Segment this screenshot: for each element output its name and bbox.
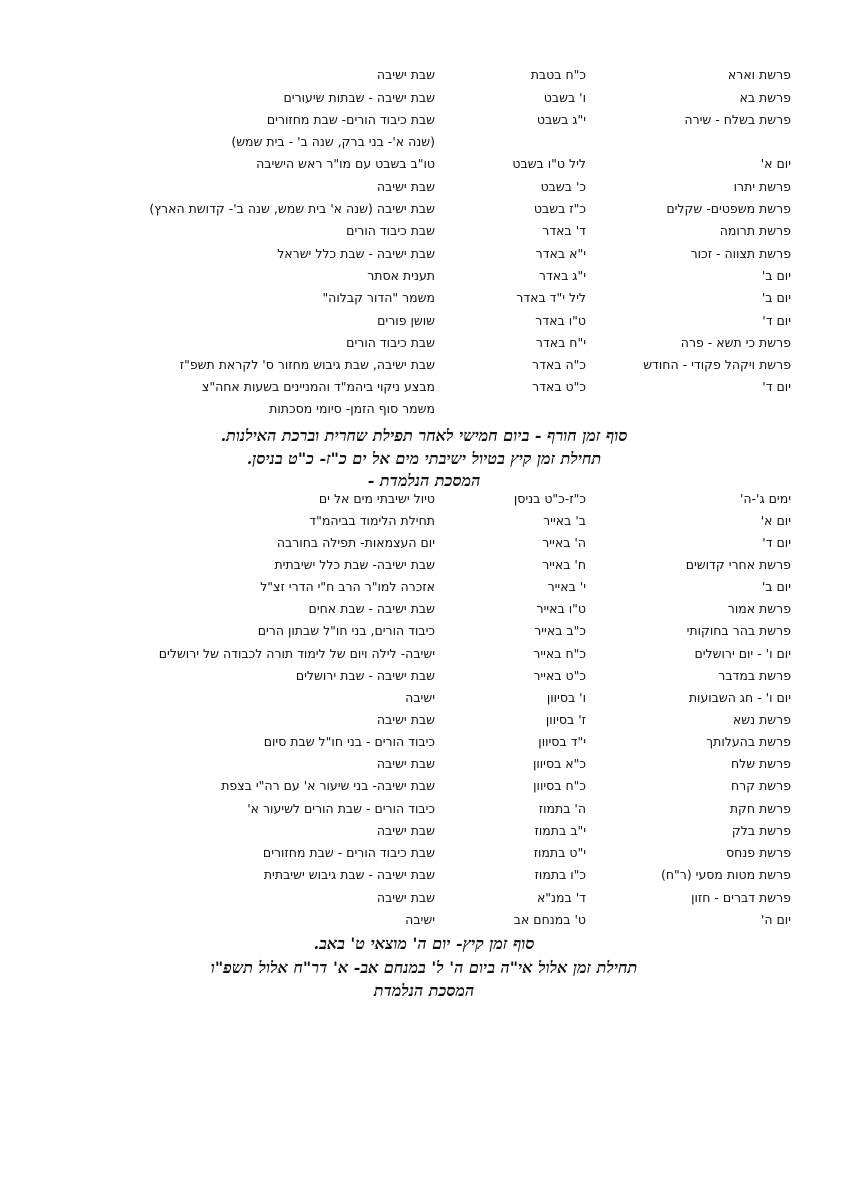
date-cell: ז' בסיוון	[545, 712, 586, 727]
parasha-cell: פרשת בשלח - שירה	[684, 112, 791, 127]
schedule-row	[0, 265, 848, 287]
event-cell: שבת כיבוד הורים	[346, 335, 435, 350]
schedule-row	[0, 198, 848, 220]
parasha-cell: יום ו' - יום ירושלים	[694, 646, 791, 661]
date-cell: י"ג בשבט	[536, 112, 586, 127]
parasha-cell: פרשת אמור	[727, 601, 791, 616]
parasha-cell: יום ב'	[761, 290, 791, 305]
event-cell: טו"ב בשבט עם מו"ר ראש הישיבה	[256, 156, 435, 171]
date-cell: ה' בתמוז	[538, 801, 586, 816]
schedule-row	[0, 598, 848, 620]
summer-end-heading: סוף זמן קיץ- יום ה' מוצאי ט' באב.	[313, 934, 535, 953]
event-cell: שבת ישיבה	[376, 823, 435, 838]
date-cell: ד' במנ"א	[536, 890, 586, 905]
event-cell: שבת ישיבה - שבתות שיעורים	[283, 90, 435, 105]
event-cell: אזכרה למו"ר הרב ח"י הדרי זצ"ל	[260, 579, 435, 594]
date-cell: י"ד בסיוון	[538, 734, 586, 749]
date-cell: כ"ה באדר	[532, 357, 586, 372]
date-cell: ט"ו באדר	[535, 313, 586, 328]
date-cell: ליל ט"ו בשבט	[512, 156, 586, 171]
date-cell: כ"ז-כ"ט בניסן	[513, 491, 586, 506]
parasha-cell: פרשת נשא	[732, 712, 791, 727]
schedule-row	[0, 842, 848, 864]
date-cell: י"ט בתמוז	[533, 845, 586, 860]
date-cell: כ"ב באייר	[534, 623, 586, 638]
event-cell: טיול ישיבתי מים אל ים	[318, 491, 435, 506]
schedule-row	[0, 332, 848, 354]
parasha-cell: פרשת אחרי קדושים	[685, 557, 791, 572]
tractate-heading: המסכת הנלמדת -	[367, 471, 481, 490]
date-cell: כ"ז בשבט	[533, 201, 586, 216]
event-cell: שבת ישיבה - שבת אחים	[308, 601, 435, 616]
schedule-row	[0, 554, 848, 576]
parasha-cell: פרשת מטות מסעי (ר"ח)	[660, 867, 791, 882]
schedule-row	[0, 510, 848, 532]
event-cell: שבת ישיבה	[376, 67, 435, 82]
schedule-row	[0, 775, 848, 797]
event-cell: יום העצמאות- תפילה בחורבה	[276, 535, 435, 550]
date-cell: ט"ו באייר	[536, 601, 586, 616]
date-cell: כ"ח בטבת	[530, 67, 586, 82]
schedule-row	[0, 887, 848, 909]
parasha-cell: פרשת שלח	[730, 756, 791, 771]
schedule-row	[0, 87, 848, 109]
event-note: (שנה א'- בני ברק, שנה ב' - בית שמש)	[231, 134, 435, 149]
schedule-row-note	[0, 398, 848, 420]
parasha-cell: יום א'	[760, 156, 791, 171]
schedule-row	[0, 243, 848, 265]
event-cell: שבת כיבוד הורים - שבת מחזורים	[262, 845, 435, 860]
schedule-row	[0, 64, 848, 86]
date-cell: כ"א בסיוון	[532, 756, 586, 771]
elul-start-heading: תחילת זמן אלול אי"ה ביום ה' ל' במנחם אב- א' דר"ח אלול תשפ"ו	[210, 958, 638, 977]
event-cell: תחילת הלימוד בביהמ"ד	[309, 513, 435, 528]
date-cell: ליל י"ד באדר	[516, 290, 586, 305]
event-cell: שבת כיבוד הורים- שבת מחזורים	[266, 112, 435, 127]
parasha-cell: פרשת בא	[739, 90, 791, 105]
parasha-cell: פרשת בהעלותך	[706, 734, 791, 749]
parasha-cell: פרשת במדבר	[718, 668, 791, 683]
event-cell: שבת ישיבה- שבת כלל ישיבתית	[274, 557, 435, 572]
event-cell: שושן פורים	[377, 313, 435, 328]
tractate-heading: המסכת הנלמדת	[373, 981, 475, 1000]
winter-end-heading: סוף זמן חורף - ביום חמישי לאחר תפילת שחרית וברכת האילנות.	[220, 426, 628, 445]
schedule-row	[0, 753, 848, 775]
schedule-row	[0, 532, 848, 554]
schedule-row	[0, 220, 848, 242]
date-cell: י"ח באדר	[535, 335, 586, 350]
parasha-cell: פרשת ויקהל פקודי - החודש	[643, 357, 791, 372]
event-cell: שבת כיבוד הורים	[346, 223, 435, 238]
parasha-cell: יום ד'	[762, 379, 791, 394]
schedule-row	[0, 488, 848, 510]
date-cell: ה' באייר	[542, 535, 586, 550]
event-cell: שבת ישיבה (שנה א' בית שמש, שנה ב'- קדושת הארץ)	[149, 201, 435, 216]
parasha-cell: פרשת פנחס	[726, 845, 791, 860]
event-cell: שבת ישיבה	[376, 890, 435, 905]
date-cell: י"ב בתמוז	[534, 823, 586, 838]
schedule-row	[0, 643, 848, 665]
parasha-cell: ימים ג'-ה'	[739, 491, 791, 506]
event-cell: שבת ישיבה - שבת ירושלים	[295, 668, 435, 683]
parasha-cell: יום א'	[760, 513, 791, 528]
parasha-cell: פרשת משפטים- שקלים	[666, 201, 791, 216]
parasha-cell: פרשת קרח	[731, 778, 791, 793]
schedule-row	[0, 109, 848, 131]
event-cell: שבת ישיבה	[376, 756, 435, 771]
date-cell: ט' במנחם אב	[513, 912, 586, 927]
schedule-row	[0, 376, 848, 398]
parasha-cell: פרשת תרומה	[719, 223, 791, 238]
date-cell: כ"ו בתמוז	[534, 867, 586, 882]
event-cell: תענית אסתר	[367, 268, 435, 283]
date-cell: ד' באדר	[542, 223, 586, 238]
schedule-row	[0, 731, 848, 753]
event-cell: שבת ישיבה- בני שיעור א' עם רה"י בצפת	[221, 778, 435, 793]
parasha-cell: יום ה'	[760, 912, 791, 927]
schedule-row	[0, 709, 848, 731]
event-cell: שבת ישיבה - שבת כלל ישראל	[277, 246, 435, 261]
date-cell: י"א באדר	[535, 246, 586, 261]
parasha-cell: פרשת בלק	[731, 823, 791, 838]
date-cell: כ"ח באייר	[533, 646, 586, 661]
event-cell: שבת ישיבה	[376, 179, 435, 194]
parasha-cell: פרשת יתרו	[733, 179, 791, 194]
schedule-row	[0, 176, 848, 198]
event-cell: ישיבה	[405, 912, 435, 927]
schedule-row	[0, 287, 848, 309]
date-cell: ח' באייר	[542, 557, 586, 572]
date-cell: ב' באייר	[543, 513, 586, 528]
parasha-cell: יום ו' - חג השבועות	[688, 690, 791, 705]
schedule-row	[0, 665, 848, 687]
schedule-row	[0, 310, 848, 332]
event-cell: כיבוד הורים - בני חו"ל שבת סיום	[263, 734, 435, 749]
schedule-row	[0, 576, 848, 598]
schedule-row-note	[0, 131, 848, 153]
event-cell: ישיבה	[405, 690, 435, 705]
event-note: משמר סוף הזמן- סיומי מסכתות	[269, 401, 435, 416]
date-cell: כ' בשבט	[540, 179, 586, 194]
parasha-cell: יום ב'	[761, 579, 791, 594]
date-cell: י"ג באדר	[538, 268, 586, 283]
parasha-cell: פרשת בהר בחוקותי	[686, 623, 791, 638]
schedule-row	[0, 354, 848, 376]
schedule-row	[0, 798, 848, 820]
summer-start-heading: תחילת זמן קיץ בטיול ישיבתי מים אל ים כ"ז- כ"ט בניסן.	[246, 449, 602, 468]
event-cell: שבת ישיבה	[376, 712, 435, 727]
schedule-row	[0, 153, 848, 175]
parasha-cell: פרשת וארא	[727, 67, 791, 82]
event-cell: ישיבה- לילה ויום של לימוד תורה לכבודה של ירושלים	[158, 646, 435, 661]
schedule-row	[0, 620, 848, 642]
event-cell: כיבוד הורים - שבת הורים לשיעור א'	[247, 801, 435, 816]
parasha-cell: פרשת חקת	[729, 801, 791, 816]
parasha-cell: פרשת דברים - חזון	[691, 890, 791, 905]
parasha-cell: פרשת כי תשא - פרה	[680, 335, 791, 350]
event-cell: שבת ישיבה, שבת גיבוש מחזור ס' לקראת תשפ"ז	[179, 357, 435, 372]
parasha-cell: יום ד'	[762, 313, 791, 328]
schedule-row	[0, 864, 848, 886]
event-cell: כיבוד הורים, בני חו"ל שבתון הרים	[257, 623, 435, 638]
parasha-cell: פרשת תצווה - זכור	[690, 246, 791, 261]
date-cell: כ"ט באייר	[533, 668, 586, 683]
date-cell: ו' בסיוון	[546, 690, 586, 705]
date-cell: כ"ח בסיוון	[533, 778, 586, 793]
date-cell: ו' בשבט	[543, 90, 586, 105]
event-cell: משמר "הדור קבלוה"	[322, 290, 435, 305]
event-cell: שבת ישיבה - שבת גיבוש ישיבתית	[263, 867, 435, 882]
schedule-row	[0, 909, 848, 931]
parasha-cell: יום ב'	[761, 268, 791, 283]
schedule-row	[0, 687, 848, 709]
date-cell: כ"ט באדר	[532, 379, 586, 394]
date-cell: י' באייר	[547, 579, 586, 594]
parasha-cell: יום ד'	[762, 535, 791, 550]
event-cell: מבצע ניקוי ביהמ"ד והמניינים בשעות אחה"צ	[201, 379, 435, 394]
schedule-row	[0, 820, 848, 842]
